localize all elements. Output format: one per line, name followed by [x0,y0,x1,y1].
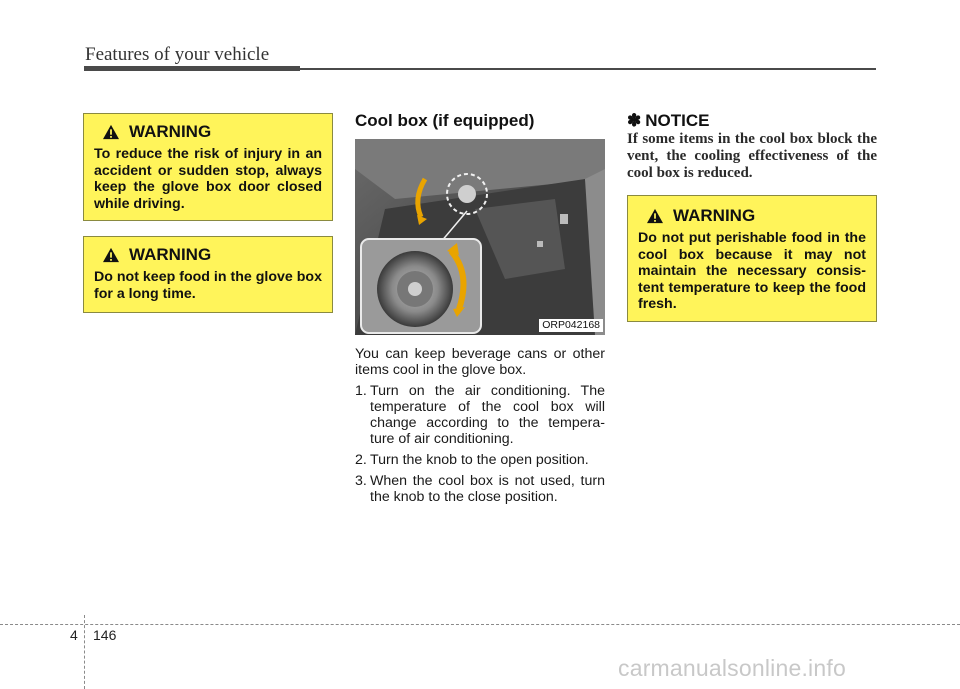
glove-box-drawing [355,139,605,335]
steps-list [355,383,605,505]
warning-triangle-icon [646,208,664,224]
cool-box-body [355,346,605,510]
step-number: 1. [355,383,367,399]
notice-heading [627,111,709,131]
warning-title: WARNING [129,245,212,264]
step-number: 3. [355,473,367,489]
list-item [355,383,605,447]
step-text: Turn on the air conditioning. The temperature of the cool box will change according to the tempera-ture of air conditioning. [370,383,605,447]
step-number: 2. [355,452,367,468]
notice-title: NOTICE [645,111,710,130]
warning-text: Do not put perishable food in the cool box because it may not maintain the necessary consis-tent temperature to keep the food fresh. [638,230,866,312]
warning-triangle-icon [102,247,120,263]
step-text: When the cool box is not used, turn the knob to the close position. [370,473,605,505]
page-number: 146 [93,627,117,643]
intro-paragraph: You can keep beverage cans or other items cool in the glove box. [355,346,605,378]
list-item [355,452,605,468]
list-item [355,473,605,505]
section-title: Cool box (if equipped) [355,111,535,130]
watermark-text: carmanualsonline.info [618,655,846,681]
footer-divider [0,624,960,625]
warning-box-perishable-food [627,195,877,322]
step-text: Turn the knob to the open position. [370,452,589,468]
page-header-title: Features of your vehicle [85,44,270,65]
chapter-number: 4 [70,627,78,643]
warning-title: WARNING [673,206,756,225]
notice-star-icon: ✽ [627,111,642,130]
warning-text: To reduce the risk of injury in an accident or sudden stop, always keep the glove box door closed while driving. [94,146,322,212]
figure-code-label: ORP042168 [539,319,603,332]
warning-box-food-storage [83,236,333,313]
warning-text: Do not keep food in the glove box for a long time. [94,269,322,302]
header-rule-thick [84,66,300,71]
notice-text: If some items in the cool box block the vent, the cooling effectiveness of the cool box is reduced. [627,131,877,181]
warning-triangle-icon [102,124,120,140]
header-rule-thin [300,68,876,70]
footer-vertical-divider [84,615,85,689]
warning-title: WARNING [129,122,212,141]
cool-box-illustration [355,139,605,335]
warning-box-glove-door [83,113,333,221]
